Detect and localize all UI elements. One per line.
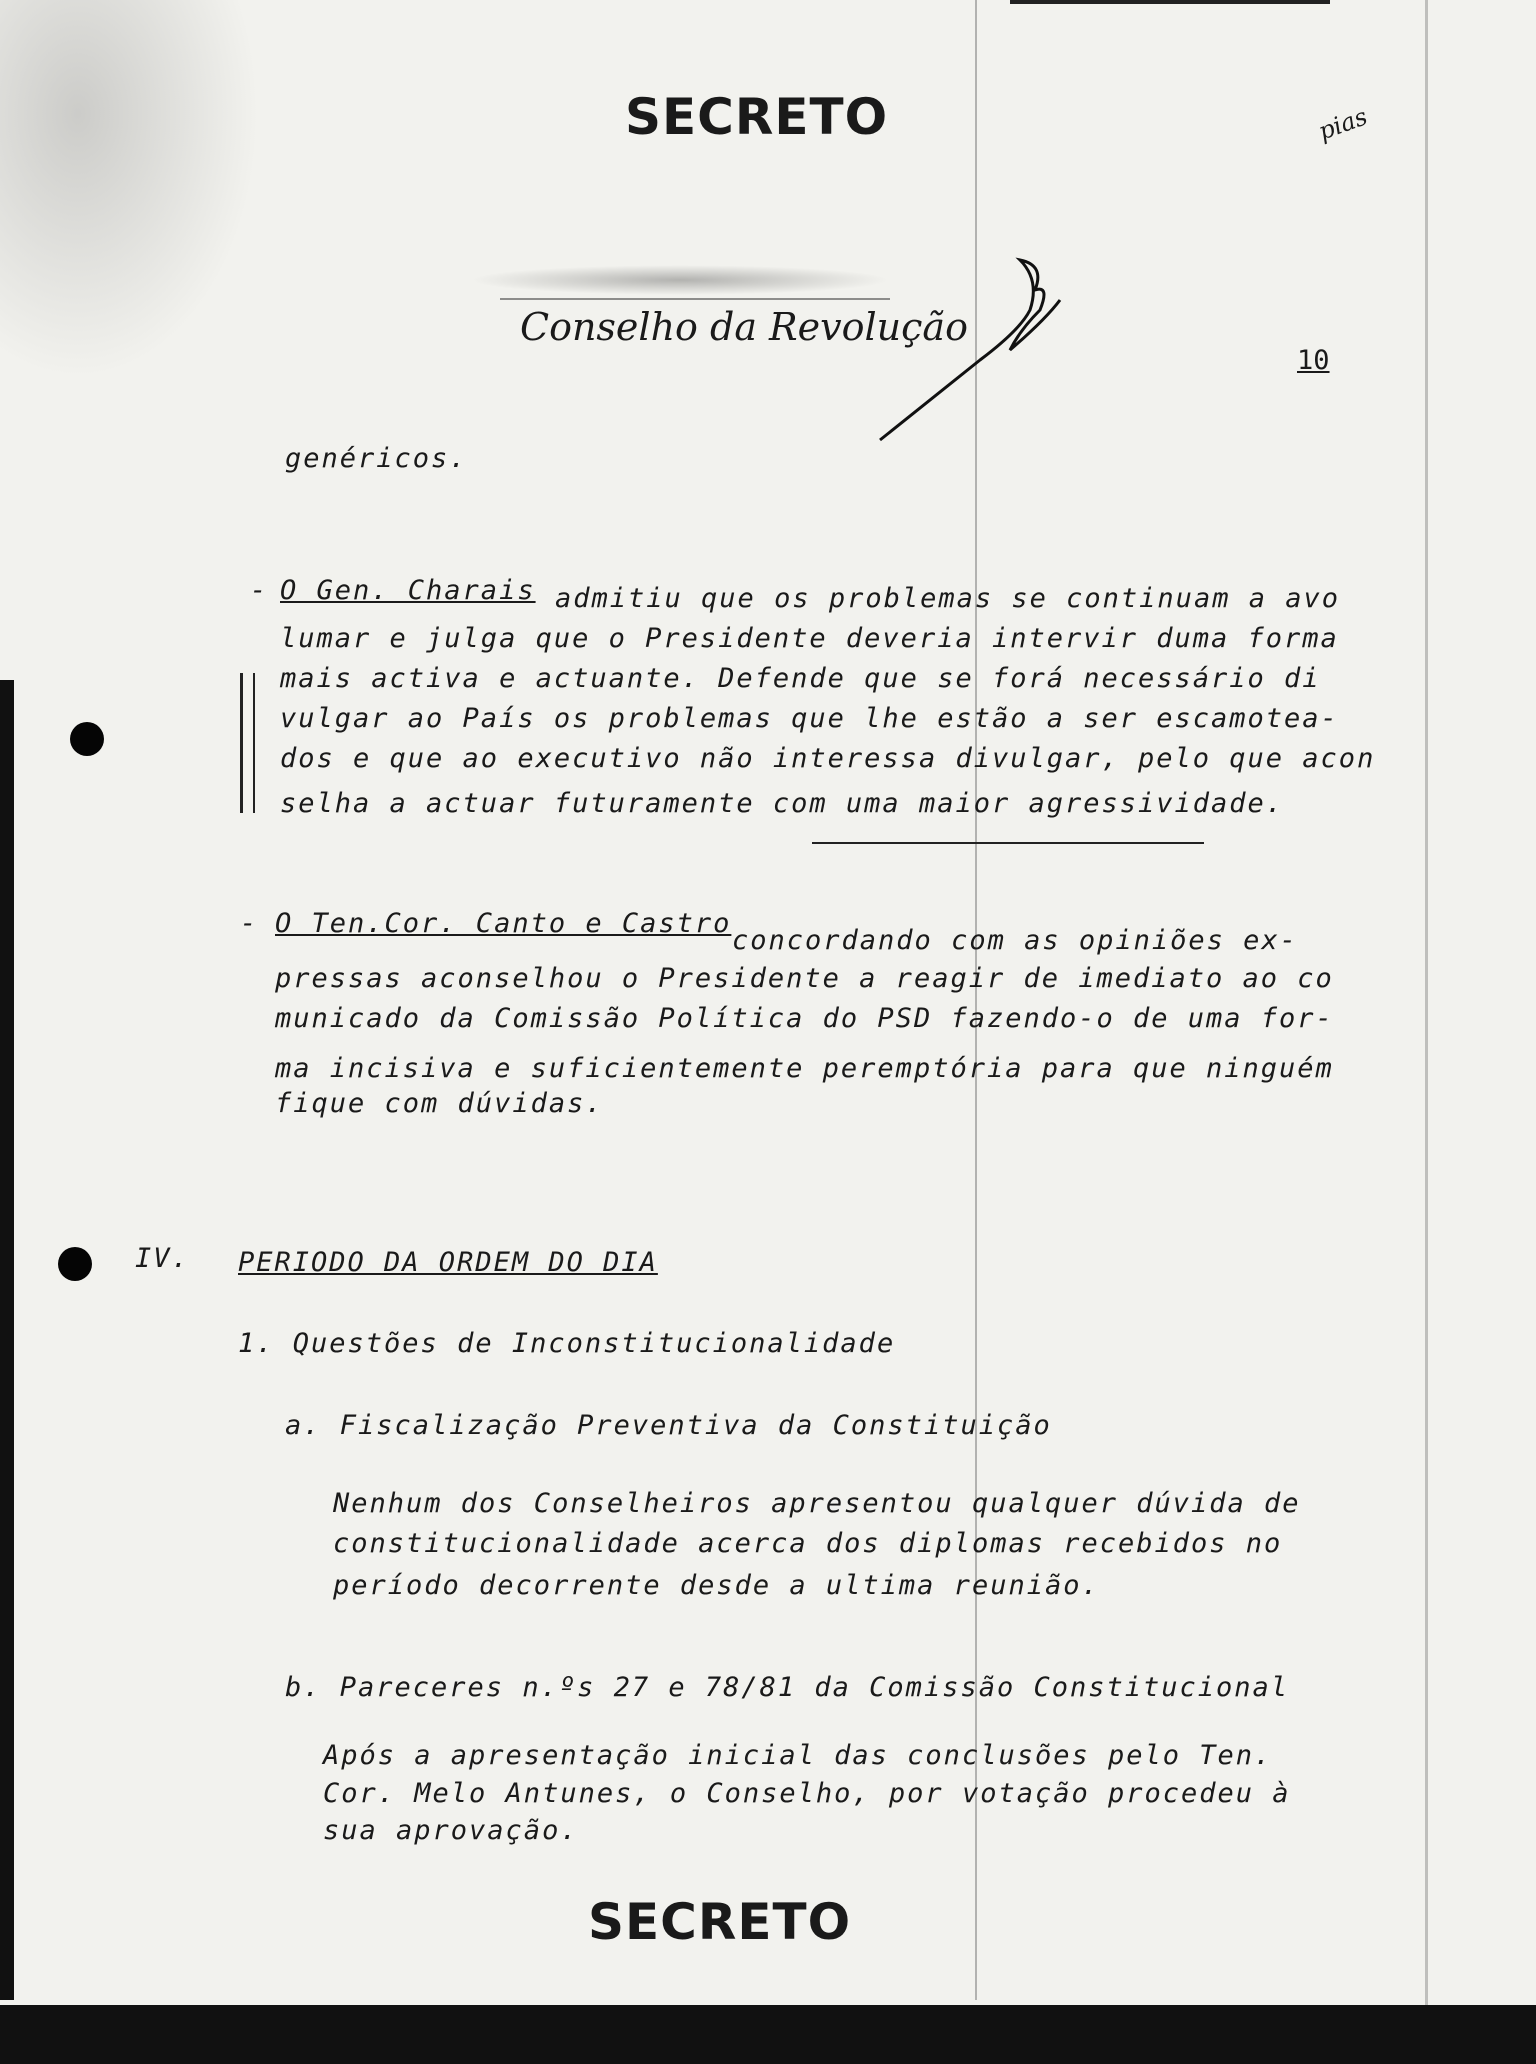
classification-footer: SECRETO	[588, 1893, 852, 1951]
margin-bracket	[240, 673, 255, 813]
paragraph-line: ma incisiva e suficientemente peremptória para que ninguém	[275, 1053, 1334, 1084]
paragraph-line: vulgar ao País os problemas que lhe estão a ser escamotea-	[280, 703, 1339, 734]
signature-mark	[870, 250, 1130, 450]
punch-hole	[58, 1247, 92, 1281]
page-number: 10	[1297, 345, 1330, 376]
paragraph-line: Nenhum dos Conselheiros apresentou qualquer dúvida de	[333, 1488, 1301, 1519]
paragraph-line: dos e que ao executivo não interessa divulgar, pelo que acon	[280, 743, 1376, 774]
letterhead-smudge	[470, 265, 890, 295]
speaker-name: O Gen. Charais	[280, 575, 536, 606]
paragraph-line: lumar e julga que o Presidente deveria intervir duma forma	[280, 623, 1339, 654]
continuation-text: genéricos.	[285, 443, 468, 474]
letterhead-rule	[500, 298, 890, 300]
bullet-dash: -	[250, 575, 269, 606]
institution-letterhead: Conselho da Revolução	[520, 305, 968, 349]
paragraph-line: pressas aconselhou o Presidente a reagir de imediato ao co	[275, 963, 1334, 994]
scan-left-border	[0, 680, 14, 2000]
punch-hole	[70, 722, 104, 756]
handwritten-annotation: pias	[1314, 102, 1371, 146]
paragraph-line: admitiu que os problemas se continuam a avo	[555, 583, 1340, 614]
paragraph-line: Após a apresentação inicial das conclusões pelo Ten.	[323, 1740, 1273, 1771]
section-number: IV.	[135, 1243, 190, 1274]
classification-header: SECRETO	[625, 88, 889, 146]
emphasis-underline	[812, 842, 1204, 844]
page-edge-line	[1425, 0, 1428, 2064]
paragraph-line: concordando com as opiniões ex-	[732, 925, 1298, 956]
paragraph-line: sua aprovação.	[323, 1815, 579, 1846]
subitem-heading: b. Pareceres n.ºs 27 e 78/81 da Comissão Constitucional	[285, 1672, 1290, 1703]
paragraph-line: Cor. Melo Antunes, o Conselho, por votação procedeu à	[323, 1778, 1291, 1809]
section-title: PERIODO DA ORDEM DO DIA	[238, 1247, 658, 1278]
scan-bottom-border	[0, 2005, 1536, 2064]
scan-edge-line	[1010, 0, 1330, 4]
paragraph-line: fique com dúvidas.	[275, 1088, 604, 1119]
paragraph-line: período decorrente desde a ultima reunião.	[333, 1570, 1100, 1601]
bullet-dash: -	[240, 908, 259, 939]
speaker-name: O Ten.Cor. Canto e Castro	[275, 908, 732, 939]
paragraph-line: municado da Comissão Política do PSD fazendo-o de uma for-	[275, 1003, 1334, 1034]
scan-smudge	[0, 0, 260, 380]
paragraph-line: selha a actuar futuramente com uma maior agressividade.	[280, 788, 1285, 819]
subitem-heading: a. Fiscalização Preventiva da Constituição	[285, 1410, 1052, 1441]
paragraph-line: constitucionalidade acerca dos diplomas recebidos no	[333, 1528, 1283, 1559]
paragraph-line: mais activa e actuante. Defende que se forá necessário di	[280, 663, 1321, 694]
item-heading: 1. Questões de Inconstitucionalidade	[238, 1328, 896, 1359]
